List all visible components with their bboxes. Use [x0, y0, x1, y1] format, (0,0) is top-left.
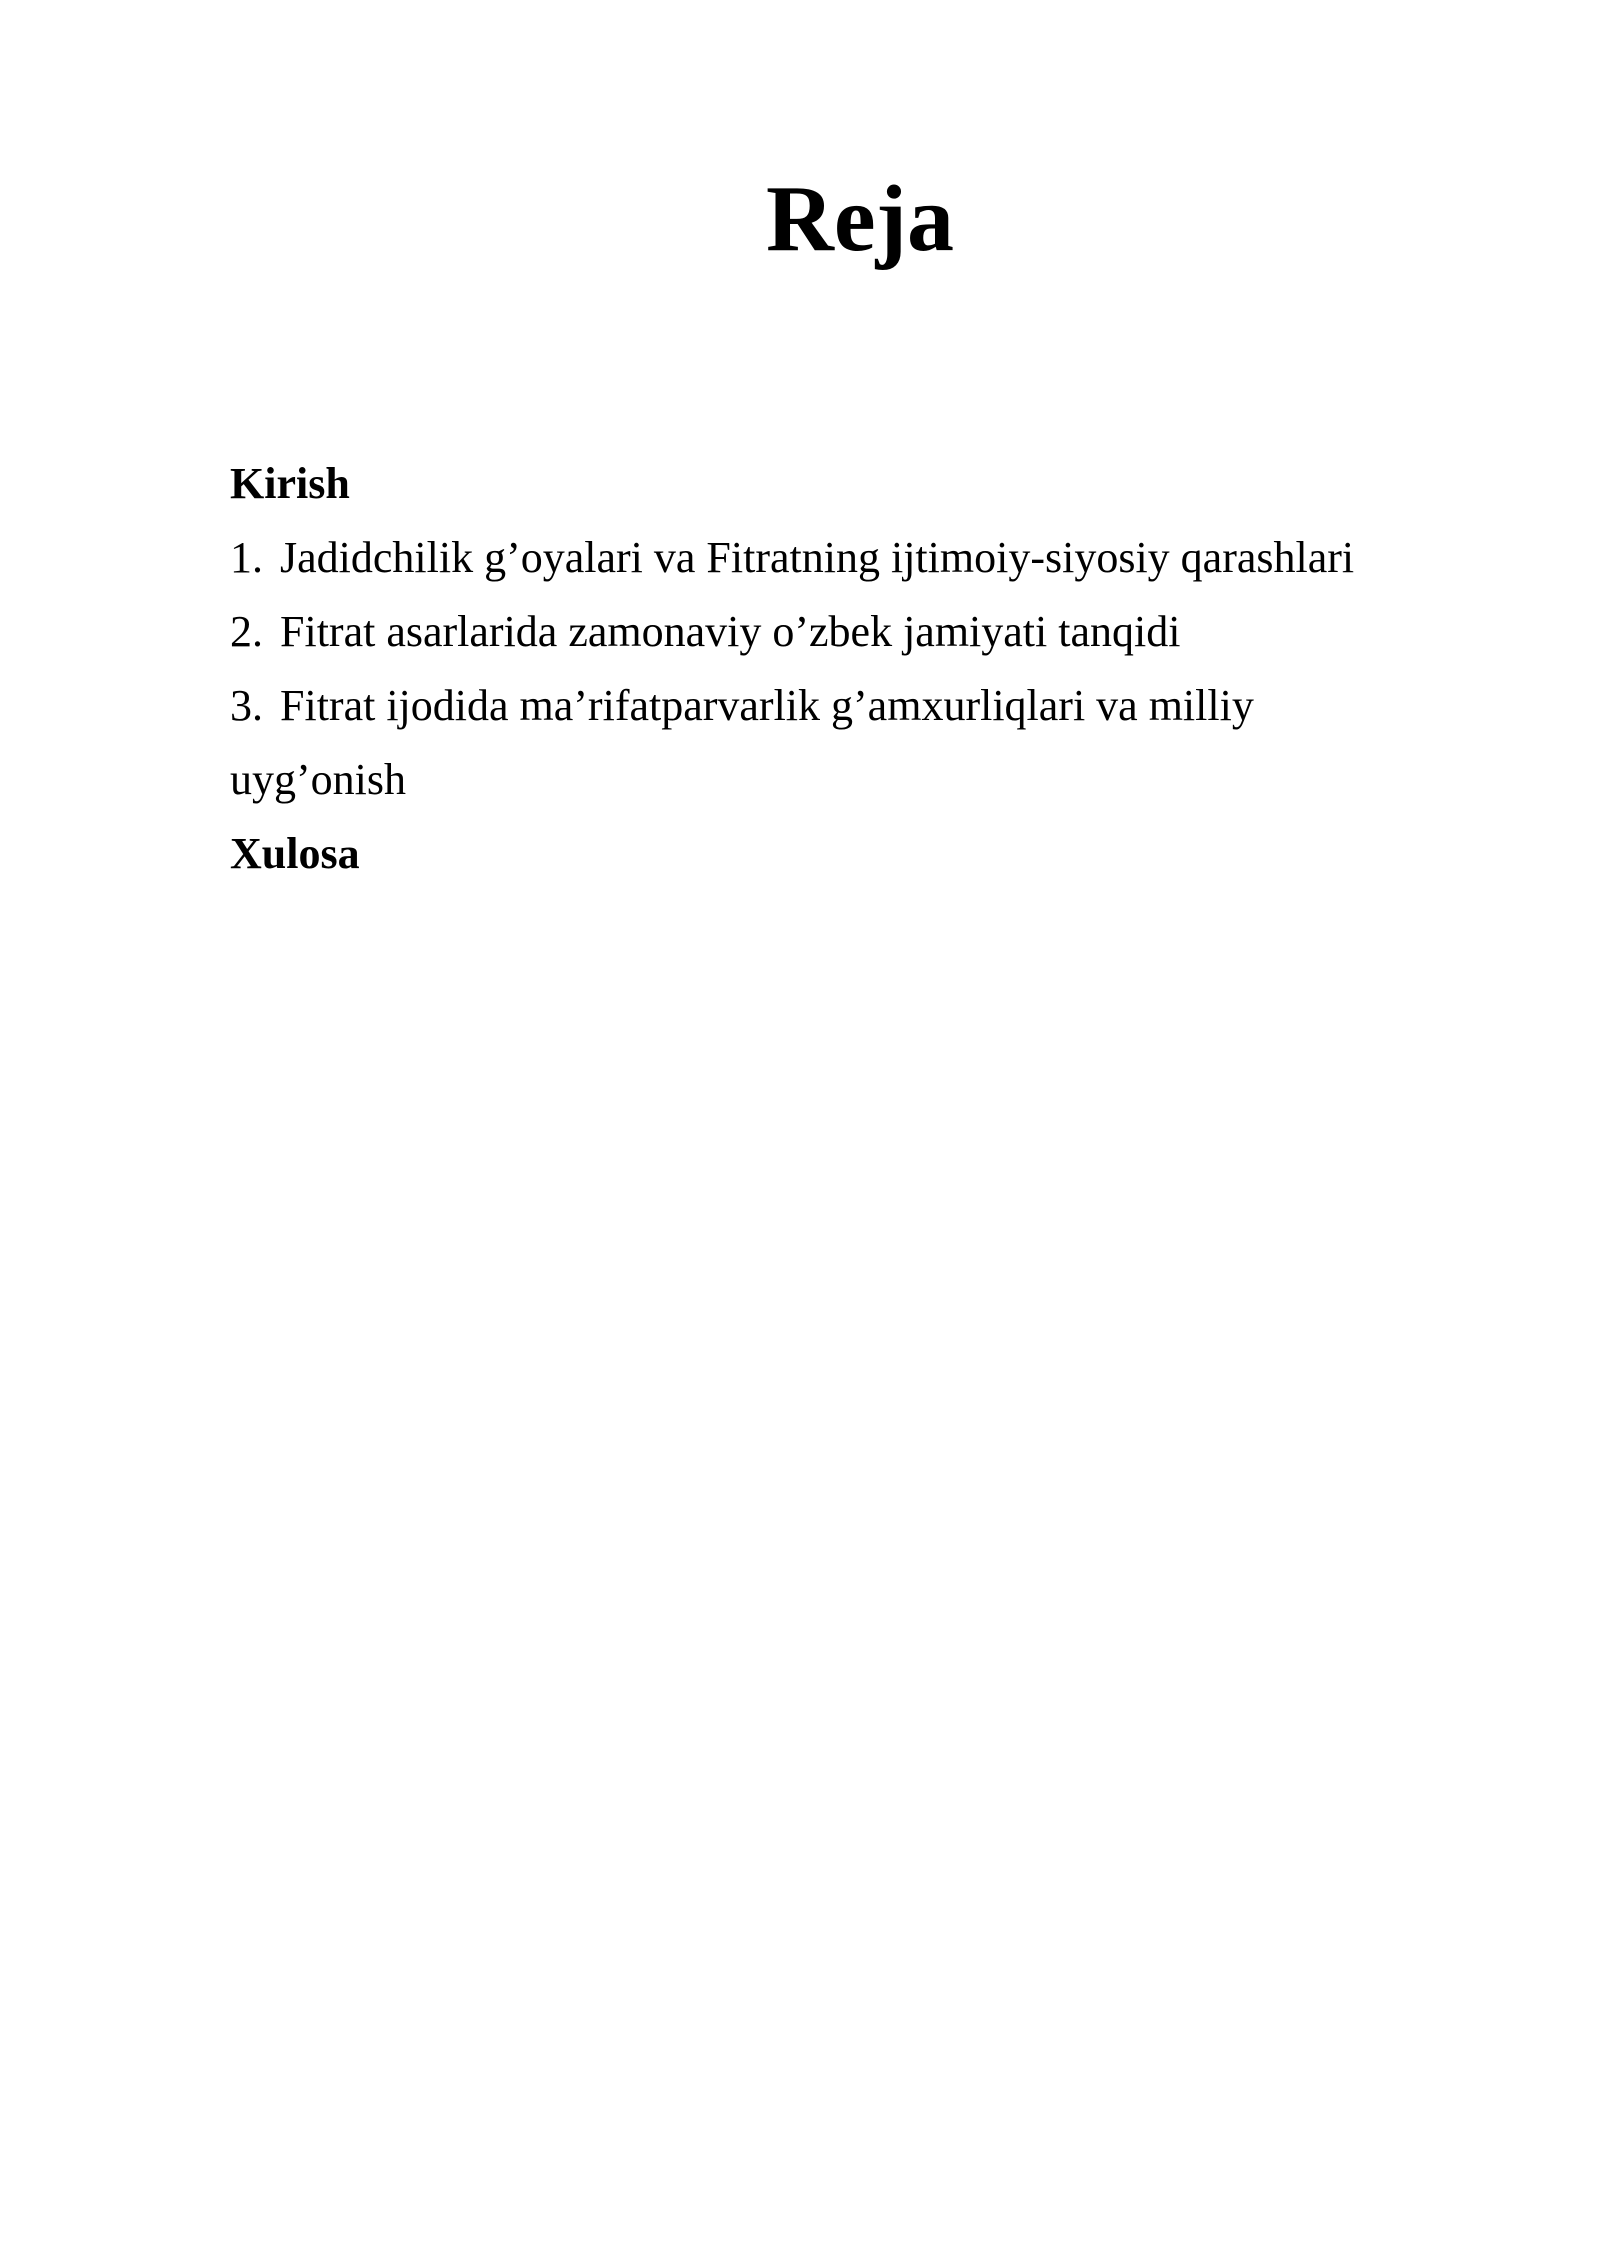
- plan-item-2: [230, 595, 1470, 669]
- plan-item-text: Fitrat asarlarida zamonaviy o’zbek jamiyati tanqidi: [280, 607, 1181, 656]
- plan-item-3: [230, 669, 1470, 743]
- plan-item-text: Fitrat ijodida ma’rifatparvarlik g’amxurliqlari va milliy: [280, 681, 1254, 730]
- plan-item-number: 1.: [230, 533, 263, 582]
- plan-item-text: Jadidchilik g’oyalari va Fitratning ijtimoiy-siyosiy qarashlari: [280, 533, 1355, 582]
- plan-item-1: [230, 521, 1470, 595]
- page-title: Reja: [766, 167, 954, 271]
- plan-item-3-continuation: uyg’onish: [230, 755, 406, 804]
- plan-item-number: 2.: [230, 607, 263, 656]
- plan-item-number: 3.: [230, 681, 263, 730]
- conclusion-heading: Xulosa: [230, 829, 360, 878]
- intro-heading: Kirish: [230, 459, 350, 508]
- plan-list: [230, 447, 1470, 891]
